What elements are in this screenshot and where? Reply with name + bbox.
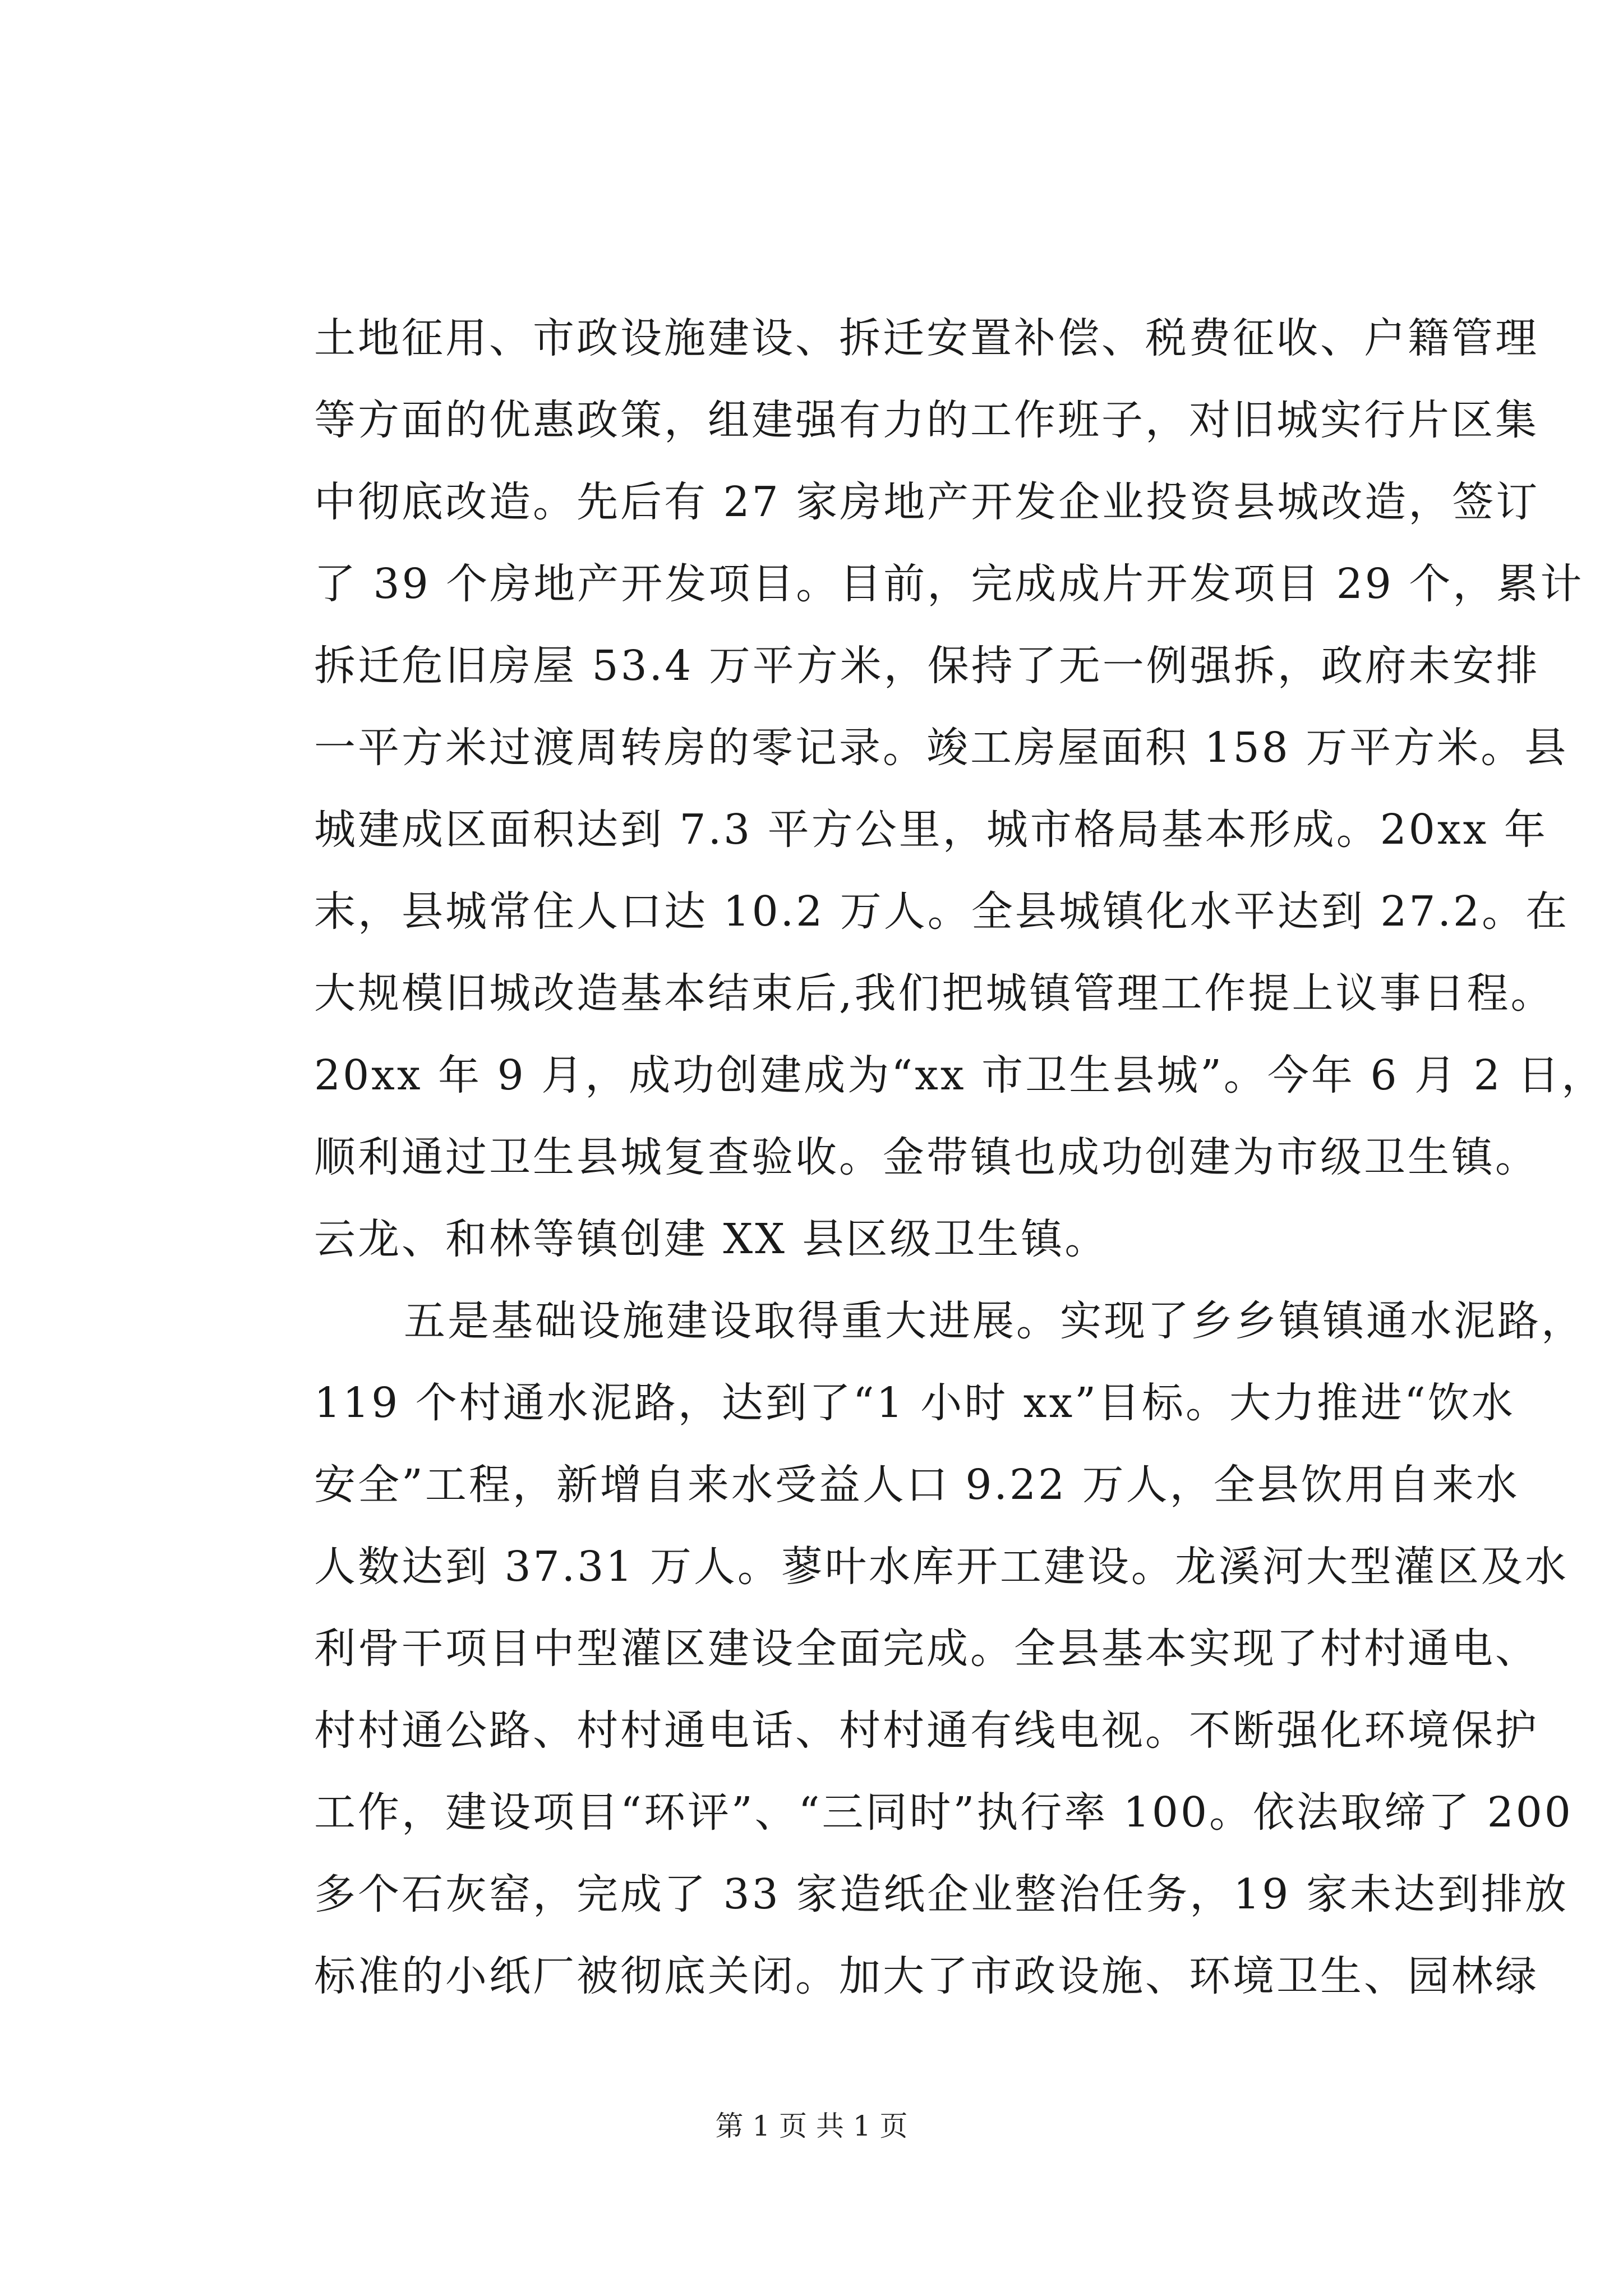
text-line-9: 大规模旧城改造基本结束后,我们把城镇管理工作提上议事日程。 — [314, 969, 1555, 1018]
text-line-17: 利骨干项目中型灌区建设全面完成。全县基本实现了村村通电、 — [314, 1625, 1539, 1673]
text-line-3: 中彻底改造。先后有 27 家房地产开发企业投资县城改造，签订 — [314, 478, 1540, 526]
text-line-20: 多个石灰窑，完成了 33 家造纸企业整治任务，19 家未达到排放 — [314, 1870, 1569, 1918]
text-line-10: 20xx 年 9 月，成功创建成为“xx 市卫生县城”。今年 6 月 2 日， — [314, 1051, 1606, 1099]
document-body — [314, 297, 1606, 2017]
text-line-8: 末，县城常住人口达 10.2 万人。全县城镇化水平达到 27.2。在 — [314, 887, 1570, 936]
text-line-7: 城建成区面积达到 7.3 平方公里，城市格局基本形成。20xx 年 — [314, 806, 1548, 854]
text-line-4: 了 39 个房地产开发项目。目前，完成成片开发项目 29 个，累计 — [314, 560, 1584, 608]
page-number-footer: 第 1 页 共 1 页 — [715, 2110, 908, 2142]
text-line-13: 五是基础设施建设取得重大进展。实现了乡乡镇镇通水泥路， — [404, 1297, 1585, 1345]
text-line-2: 等方面的优惠政策，组建强有力的工作班子，对旧城实行片区集 — [314, 396, 1539, 444]
text-line-15: 安全”工程，新增自来水受益人口 9.22 万人，全县饮用自来水 — [314, 1461, 1520, 1509]
text-line-5: 拆迁危旧房屋 53.4 万平方米，保持了无一例强拆，政府未安排 — [314, 642, 1540, 690]
text-line-1: 土地征用、市政设施建设、拆迁安置补偿、税费征收、户籍管理 — [314, 314, 1539, 362]
text-line-11: 顺利通过卫生县城复查验收。金带镇也成功创建为市级卫生镇。 — [314, 1133, 1539, 1181]
text-line-21: 标准的小纸厂被彻底关闭。加大了市政设施、环境卫生、园林绿 — [314, 1952, 1539, 2000]
text-line-14: 119 个村通水泥路，达到了“1 小时 xx”目标。大力推进“饮水 — [314, 1379, 1515, 1427]
text-line-18: 村村通公路、村村通电话、村村通有线电视。不断强化环境保护 — [314, 1706, 1539, 1755]
text-line-12: 云龙、和林等镇创建 XX 县区级卫生镇。 — [314, 1215, 1109, 1263]
text-line-19: 工作，建设项目“环评”、“三同时”执行率 100。依法取缔了 200 — [314, 1788, 1573, 1837]
text-line-6: 一平方米过渡周转房的零记录。竣工房屋面积 158 万平方米。县 — [314, 724, 1569, 772]
text-line-16: 人数达到 37.31 万人。蓼叶水库开工建设。龙溪河大型灌区及水 — [314, 1543, 1569, 1591]
